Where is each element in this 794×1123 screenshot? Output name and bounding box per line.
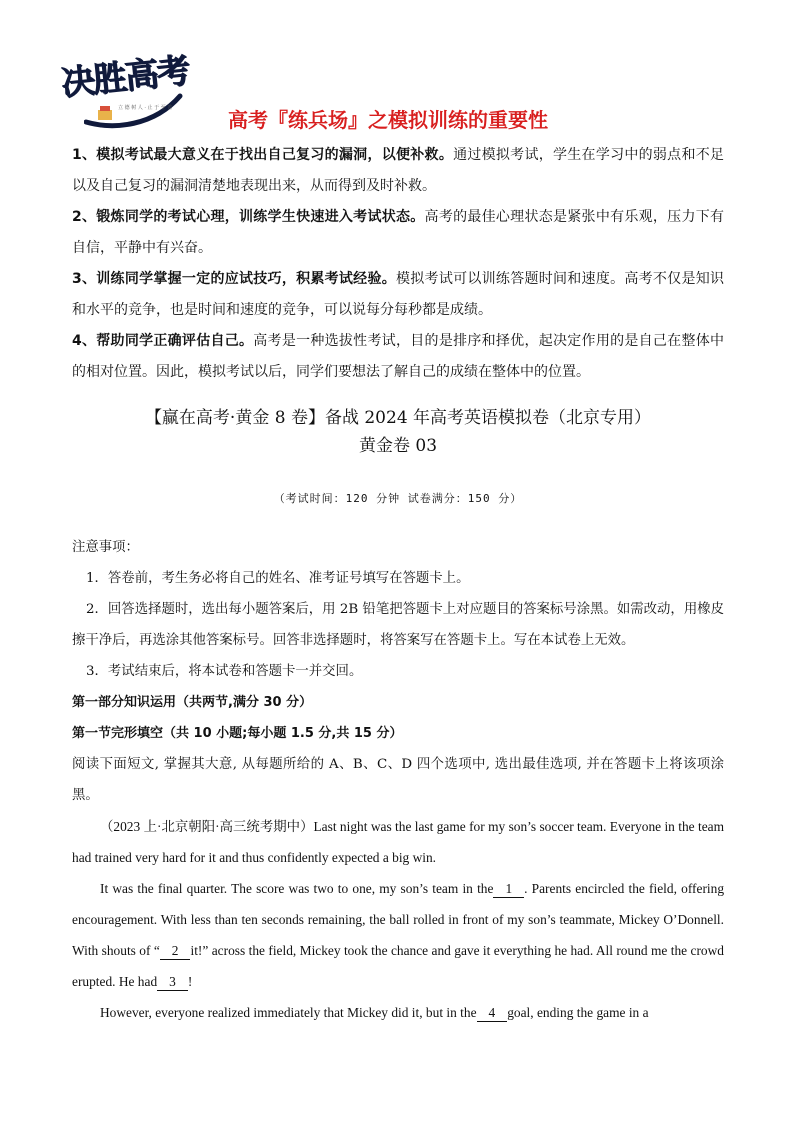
tips-list bbox=[72, 140, 724, 388]
instructions: 阅读下面短文, 掌握其大意, 从每题所给的 A、B、C、D 四个选项中, 选出最佳选项, 并在答题卡上将该项涂黑。 bbox=[72, 757, 724, 803]
blank-3: 3 bbox=[157, 974, 188, 991]
logo-swoosh-icon bbox=[84, 92, 184, 132]
note-item: 1．答卷前，考生务必将自己的姓名、准考证号填写在答题卡上。 bbox=[86, 571, 470, 586]
passage-text: ! bbox=[187, 974, 193, 989]
tip-heading: 3、训练同学掌握一定的应试技巧，积累考试经验。 bbox=[72, 271, 397, 287]
tip-text: 高考的最佳心理状态是紧张中有乐观，压力下有自信，平静中有兴奋。 bbox=[72, 209, 724, 256]
tip-item bbox=[72, 202, 724, 264]
note-item: 3．考试结束后，将本试卷和答题卡一并交回。 bbox=[86, 664, 363, 679]
notes-heading: 注意事项： bbox=[72, 540, 139, 555]
tip-item bbox=[72, 326, 724, 388]
tip-text: 模拟考试可以训练答题时间和速度。高考不仅是知识和水平的竞争，也是时间和速度的竞争，可以说每分每秒都是成绩。 bbox=[72, 271, 725, 318]
passage-text: it!” across the field, Mickey took the chance and gave it everything he had. All round me the crowd erupted. He had bbox=[72, 943, 724, 989]
passage-paragraph bbox=[72, 873, 724, 997]
tip-text: 通过模拟考试，学生在学习中的弱点和不足以及自己复习的漏洞清楚地表现出来，从而得到及时补救。 bbox=[72, 147, 724, 194]
tip-heading: 4、帮助同学正确评估自己。 bbox=[72, 333, 254, 349]
exam-meta: （考试时间：120 分钟 试卷满分：150 分） bbox=[273, 492, 523, 505]
passage-text: However, everyone realized immediately that Mickey did it, but in the bbox=[100, 1005, 477, 1020]
passage-paragraph bbox=[72, 997, 724, 1028]
passage-text: It was the final quarter. The score was two to one, my son’s team in the bbox=[100, 881, 494, 896]
tip-item bbox=[72, 140, 724, 202]
tip-heading: 1、模拟考试最大意义在于找出自己复习的漏洞，以便补救。 bbox=[72, 147, 454, 163]
exam-title bbox=[72, 404, 724, 460]
exam-body bbox=[72, 532, 724, 1028]
passage-text: goal, ending the game in a bbox=[507, 1005, 649, 1020]
logo-motto: 立 德 树 人 · 止 于 至 善 bbox=[118, 105, 173, 111]
blank-1: 1 bbox=[493, 881, 524, 898]
blank-2: 2 bbox=[160, 943, 191, 960]
tip-heading: 2、锻炼同学的考试心理，训练学生快速进入考试状态。 bbox=[72, 209, 425, 225]
blank-4: 4 bbox=[477, 1005, 508, 1022]
logo bbox=[58, 50, 191, 132]
exam-title-line1: 【赢在高考·黄金 8 卷】备战 2024 年高考英语模拟卷（北京专用） bbox=[144, 408, 652, 428]
tip-text: 高考是一种选拔性考试，目的是排序和择优，起决定作用的是自己在整体中的相对位置。因此，模拟考试以后，同学们要想法了解自己的成绩在整体中的位置。 bbox=[72, 333, 724, 380]
tip-item bbox=[72, 264, 724, 326]
passage-paragraph: （2023 上·北京朝阳·高三统考期中）Last night was the last game for my son’s soccer team. Everyone in the team had trained very hard for it and thus confidently expected a big win. bbox=[72, 819, 724, 865]
section-heading: 第一节完形填空（共 10 小题;每小题 1.5 分,共 15 分） bbox=[72, 726, 403, 741]
exam-title-line2: 黄金卷 03 bbox=[358, 436, 438, 456]
page-title: 高考『练兵场』之模拟训练的重要性 bbox=[228, 108, 548, 132]
passage-text: . Parents encircled the field, offering encouragement. With less than ten seconds remaining, the ball rolled in front of my son’s teammate, Mickey O’Donnell. With shouts of “ bbox=[72, 881, 725, 958]
note-item: 2．回答选择题时，选出每小题答案后，用 2B 铅笔把答题卡上对应题目的答案标号涂黑。如需改动，用橡皮擦干净后，再选涂其他答案标号。回答非选择题时，将答案写在答题卡上。写在本试卷上无效。 bbox=[72, 602, 724, 648]
part-heading: 第一部分知识运用（共两节,满分 30 分） bbox=[72, 695, 313, 710]
logo-text: 决胜高考 bbox=[58, 50, 191, 104]
